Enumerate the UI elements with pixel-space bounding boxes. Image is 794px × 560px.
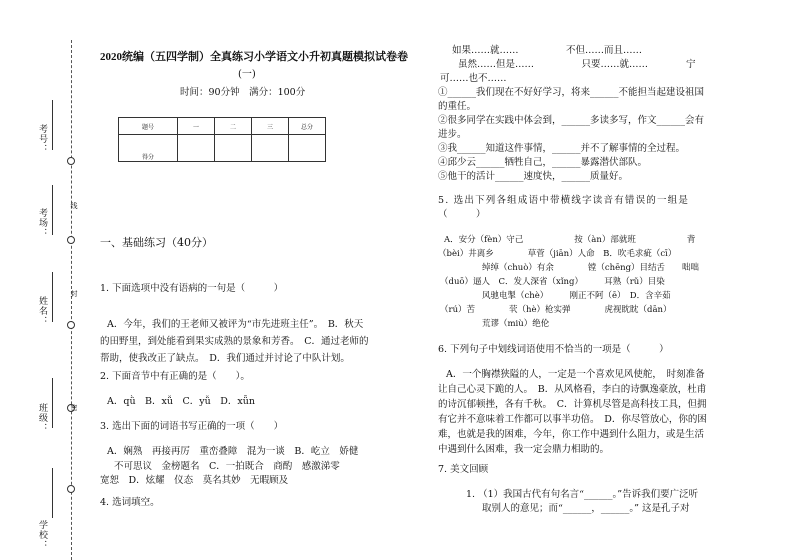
- question-text-line: 绰绰（chuò）有余 镗（chēng）目结舌 咄咄: [482, 263, 700, 273]
- binding-hole: [67, 485, 75, 493]
- fill-line: ②很多同学在实践中体会到，______多读多写，作文______会有: [438, 115, 705, 126]
- seal-mark: 密: [70, 404, 78, 411]
- section-heading: 一、基础练习（40分）: [100, 236, 213, 249]
- exam-subtitle: (一): [238, 69, 256, 80]
- school-label: 学校：: [37, 520, 47, 550]
- binding-hole: [67, 157, 75, 165]
- question-text-line: 风驰电掣（chè） 刚正不阿（ē） D．含辛茹: [482, 291, 671, 301]
- question-options: A．qǜ B．xǚ C．yǚ D．xǖn: [107, 396, 255, 407]
- school-field[interactable]: [52, 468, 53, 518]
- question-5: 5. 选出下列各组成语中带横线字读音有错误的一组是: [438, 195, 690, 206]
- binding-dashed-line: [71, 40, 72, 560]
- question-text-line: 中遇到什么困难，我一定会鼎力相助的。: [438, 444, 610, 455]
- class-field[interactable]: [52, 378, 53, 428]
- score-table: [118, 117, 326, 162]
- question-text-line: 取别人的意见；而“______，______。” 这是孔子对: [482, 503, 690, 514]
- question-text-line: 让自己心灵下跪的人。 B．从风格看，李白的诗飘逸豪放，杜甫: [438, 384, 707, 395]
- exam-number-field[interactable]: [52, 100, 53, 150]
- fill-line: ①______我们现在不好好学习，将来______不能担当起建设祖国: [438, 87, 705, 98]
- question-4: 4. 选词填空。: [100, 497, 160, 508]
- score-cell[interactable]: [252, 135, 289, 162]
- question-text-line: （duō）逼人 C．发人深省（xǐng） 耳熟（rǔ）目染: [440, 277, 665, 287]
- score-cell[interactable]: [178, 135, 215, 162]
- exam-room-label: 考场：: [37, 208, 47, 238]
- name-label: 姓名：: [37, 296, 47, 326]
- conjunction-line: 如果……就…… 不但……而且……: [452, 45, 643, 56]
- question-text-line: 1. （1）我国古代有句名言“______。”告诉我们要广泛听: [466, 489, 699, 500]
- score-header-cell: 一: [178, 118, 215, 135]
- score-cell[interactable]: [215, 135, 252, 162]
- binding-hole: [67, 236, 75, 244]
- question-1: 1. 下面选项中没有语病的一句是（ ）: [100, 283, 284, 294]
- question-text-line: 荒谬（miù）绝伦: [482, 319, 550, 329]
- question-text-line: 有它并不意味着工作都可以事半功倍。 D．你尽管放心，你的困: [438, 414, 707, 425]
- score-header-cell: 三: [252, 118, 289, 135]
- seal-mark: 封: [70, 290, 78, 297]
- time-info: 时间：90分钟 满分：100分: [180, 87, 306, 98]
- question-text-line: 难，也就是我的困难，今年，你工作中遇到什么阻力，或是生活: [438, 429, 705, 440]
- question-text-line: 不可思议 金榜题名 C．一拍既合 商酌 感激涕零: [114, 461, 340, 472]
- score-header-cell: 题号: [119, 118, 178, 135]
- fill-line: ⑤他干的活计______速度快，______质量好。: [438, 171, 629, 182]
- question-text-line: （rú）苦 茕（hè）枪实弹 虎视眈眈（dān）: [440, 305, 672, 315]
- exam-title: 2020统编（五四学制）全真练习小学语文小升初真题模拟试卷卷: [100, 51, 408, 63]
- exam-number-label: 考号：: [37, 124, 47, 154]
- binding-hole: [67, 321, 75, 329]
- question-text-line: 的田野里，到处能看到果实成熟的景象和芳香。 C．通过老师的: [100, 336, 369, 347]
- question-text-line: 宽恕 D．炫耀 仪态 莫名其妙 无暇顾及: [100, 475, 289, 486]
- question-text-line: 的诗沉郁顿挫，各有千秋。 C．计算机尽管是高科技工具，但拥: [438, 399, 707, 410]
- name-field[interactable]: [52, 272, 53, 322]
- question-text-line: A．一个胸襟狭隘的人，一定是一个喜欢见风使舵， 时刻准备: [446, 369, 705, 380]
- fill-line: ④邱少云______牺牲自己，______暴露潜伏部队。: [438, 157, 648, 168]
- fill-line: ③我______知道这件事情，______并不了解事情的全过程。: [438, 143, 686, 154]
- question-text-line: A．安分（fèn）守己 按（àn）部就班 背: [444, 235, 696, 245]
- conjunction-line: 可……也不……: [440, 73, 507, 84]
- question-7: 7. 美文回顾: [438, 464, 489, 475]
- question-text-line: （bèi）井离乡 草菅（jiān）人命 B．吹毛求疵（cī）: [438, 249, 677, 259]
- question-2: 2. 下面音节中有正确的是（ ）。: [100, 371, 250, 382]
- score-cell[interactable]: [289, 135, 326, 162]
- question-text-line: A．娴熟 再接再厉 重峦叠障 混为一谈 B．屹立 娇健: [107, 446, 359, 457]
- question-3: 3. 选出下面的词语书写正确的一项（ ）: [100, 421, 284, 432]
- fill-line: 的重任。: [438, 101, 477, 112]
- question-text-line: 帮助，使我改正了缺点。 D．我们通过并讨论了中队计划。: [100, 353, 350, 364]
- question-6: 6. 下列句子中划线词语使用不恰当的一项是（ ）: [438, 344, 669, 355]
- score-row-label: 得分: [119, 135, 178, 162]
- seal-mark: 线: [70, 202, 78, 209]
- conjunction-line: 虽然……但是…… 只要……就…… 宁: [458, 59, 696, 70]
- class-label: 班级：: [37, 403, 47, 433]
- fill-line: 进步。: [438, 129, 467, 140]
- exam-room-field[interactable]: [52, 185, 53, 235]
- score-header-cell: 总分: [289, 118, 326, 135]
- score-header-cell: 二: [215, 118, 252, 135]
- question-text-line: A．今年，我们的王老师又被评为“市先进班主任”。 B．秋天: [107, 319, 364, 330]
- answer-paren: （ ）: [438, 209, 486, 220]
